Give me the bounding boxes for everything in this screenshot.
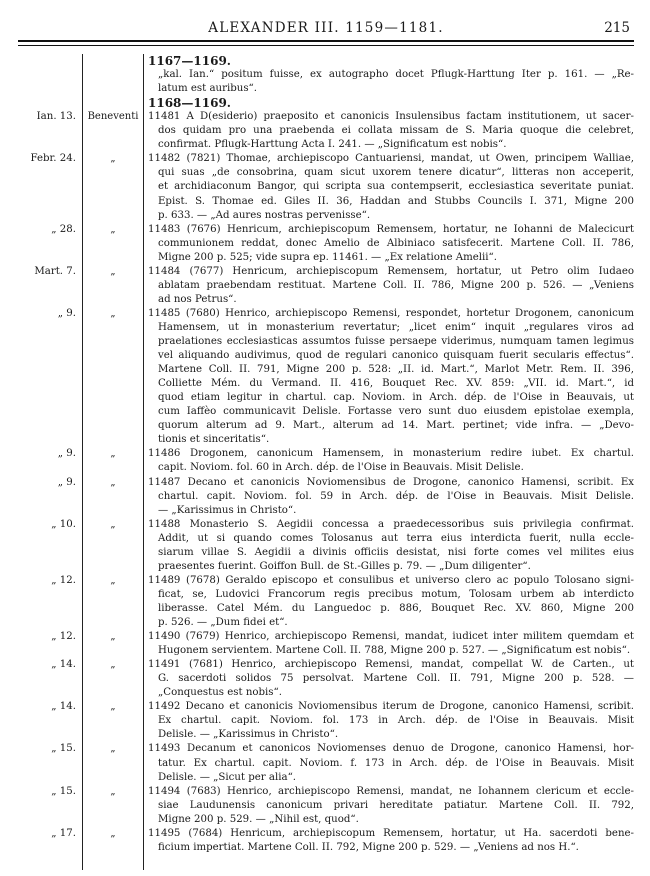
margin-date: „ 15. bbox=[51, 743, 76, 755]
regest-line: 11485 (7680) Henrico, archiepiscopo Remensi, respondet, hortetur Drogonem, canonicum bbox=[148, 307, 634, 319]
margin-date: Ian. 13. bbox=[36, 111, 76, 123]
year-heading: 1168—1169. bbox=[148, 96, 231, 111]
regest-line: 11495 (7684) Henricum, archiepiscopum Remensem, hortatur, ut Ha. sacerdoti bene- bbox=[148, 827, 634, 839]
regest-line: tionis et sinceritatis“. bbox=[158, 434, 270, 446]
regest-line: Epist. S. Thomae ed. Giles II. 36, Haddan and Stubbs Councils I. 371, Migne 200 bbox=[158, 195, 634, 207]
regest-line: capit. Noviom. fol. 60 in Arch. dép. de l'Oise in Beauvais. Misit Delisle. bbox=[158, 462, 524, 474]
regest-line: ablatam praebendam restituat. Martene Coll. II. 786, Migne 200 p. 526. — „Veniens bbox=[158, 279, 634, 291]
margin-place: „ bbox=[110, 265, 116, 277]
header-rule-thin bbox=[18, 45, 634, 46]
column-rule-left bbox=[82, 54, 83, 870]
regest-line: 11494 (7683) Henrico, archiepiscopo Remensi, mandat, ne Iohannem clericum et eccle- bbox=[148, 785, 634, 797]
regest-line: Addit, ut si quando comes Tolosanus aut terra eius interdicta fuerit, nulla eccle- bbox=[158, 532, 634, 544]
margin-date: „ 9. bbox=[57, 448, 76, 460]
margin-place: „ bbox=[110, 476, 116, 488]
regest-line: 11493 Decanum et canonicos Noviomenses denuo de Drogone, canonico Hamensi, hor- bbox=[148, 743, 634, 755]
regest-line: liberasse. Catel Mém. du Languedoc p. 886, Bouquet Rec. XV. 860, Migne 200 bbox=[158, 602, 634, 614]
regest-line: ad nos Petrus“. bbox=[158, 293, 237, 305]
margin-place: „ bbox=[110, 448, 116, 460]
regest-line: Colliette Mém. du Vermand. II. 416, Bouquet Rec. XV. 859: „VII. id. Mart.“, id bbox=[158, 378, 634, 390]
margin-place: „ bbox=[110, 307, 116, 319]
column-rule-right bbox=[143, 54, 144, 870]
page-number: 215 bbox=[604, 20, 630, 36]
regest-line: latum est auribus“. bbox=[158, 83, 257, 95]
regest-line: confirmat. Pflugk-Harttung Acta I. 241. — „Significatum est nobis“. bbox=[158, 139, 507, 151]
running-title: ALEXANDER III. 1159—1181. bbox=[208, 20, 444, 36]
regest-line: p. 633. — „Ad aures nostras pervenisse“. bbox=[158, 209, 371, 221]
margin-date: Febr. 24. bbox=[30, 153, 76, 165]
regest-line: dos quidam pro una praebenda ei collata missam de S. Maria quoque die celebret, bbox=[158, 125, 634, 137]
regest-line: Hugonem servientem. Martene Coll. II. 788, Migne 200 p. 527. — „Significatum est nobis“. bbox=[158, 645, 631, 657]
margin-date: „ 10. bbox=[51, 518, 76, 530]
regest-line: Martene Coll. II. 791, Migne 200 p. 528: „II. id. Mart.“, Marlot Metr. Rem. II. 396, bbox=[158, 364, 634, 376]
regest-line: praelationes ecclesiasticas assumtos fuisse persaepe viderimus, numquam tamen legimus bbox=[158, 336, 634, 347]
regest-line: 11489 (7678) Geraldo episcopo et consulibus et universo clero ac populo Tolosano signi- bbox=[148, 574, 634, 586]
year-heading: 1167—1169. bbox=[148, 54, 231, 68]
regest-line: 11481 A D(esiderio) praeposito et canonicis Insulensibus factam institutionem, ut sacer- bbox=[148, 111, 634, 123]
regest-line: Migne 200 p. 525; vide supra ep. 11461. — „Ex relatione Amelii“. bbox=[158, 251, 497, 263]
margin-date: „ 12. bbox=[51, 631, 76, 643]
regest-line: 11488 Monasterio S. Aegidii concessa a praedecessoribus suis privilegia confirmat. bbox=[148, 518, 634, 530]
regest-line: chartul. capit. Noviom. fol. 59 in Arch. dép. de l'Oise in Beauvais. Misit Delisle. bbox=[158, 490, 634, 502]
margin-place: „ bbox=[110, 631, 116, 643]
margin-place: Beneventi bbox=[87, 111, 139, 123]
regest-line: „kal. Ian.“ positum fuisse, ex autographo docet Pflugk-Harttung Iter p. 161. — „Re- bbox=[158, 69, 634, 81]
regest-line: ficat, se, Ludovici Francorum regis precibus motum, Tolosam urbem ab interdicto bbox=[158, 588, 634, 600]
regest-line: cum Iaffèo communicavit Delisle. Fortasse vero sunt duo eiusdem epistolae exempla, bbox=[158, 406, 634, 418]
running-header bbox=[18, 18, 634, 42]
margin-date: „ 12. bbox=[51, 574, 76, 586]
margin-date: „ 9. bbox=[57, 476, 76, 488]
margin-date: Mart. 7. bbox=[34, 265, 76, 277]
margin-place: „ bbox=[110, 518, 116, 530]
regest-line: vel aliquando audivimus, quod de regulari canonico quisquam fuerit secularis effectus“. bbox=[158, 350, 634, 362]
margin-place: „ bbox=[110, 659, 116, 671]
regest-line: tatur. Ex chartul. capit. Noviom. f. 173 in Arch. dép. de l'Oise in Beauvais. Misit bbox=[158, 757, 634, 769]
margin-place: „ bbox=[110, 223, 116, 235]
regest-line: siarum villae S. Aegidii a divinis officiis desistat, nisi forte comes vel milites eius bbox=[158, 546, 634, 558]
margin-place: „ bbox=[110, 701, 116, 713]
regest-line: 11482 (7821) Thomae, archiepiscopo Cantuariensi, mandat, ut Owen, principem Walliae, bbox=[148, 153, 634, 165]
margin-place: „ bbox=[110, 743, 116, 755]
regest-line: 11487 Decano et canonicis Noviomensibus de Drogone, canonico Hamensi, scribit. Ex bbox=[148, 476, 634, 488]
regest-line: et archidiaconum Bangor, qui scripta sua contempserit, ecclesiastica severitate puniat. bbox=[158, 181, 634, 193]
margin-place: „ bbox=[110, 574, 116, 586]
margin-place: „ bbox=[110, 785, 116, 797]
regest-line: „Conquestus est nobis“. bbox=[158, 687, 282, 699]
register-body bbox=[18, 54, 634, 870]
regest-line: 11484 (7677) Henricum, archiepiscopum Remensem, hortatur, ut Petro olim Iudaeo bbox=[148, 265, 634, 277]
regest-line: Delisle. — „Sicut per alia“. bbox=[158, 771, 297, 783]
regest-line: communionem reddat, donec Amelio de Albiniaco satisfecerit. Martene Coll. II. 786, bbox=[158, 237, 634, 249]
regest-line: 11486 Drogonem, canonicum Hamensem, in monasterium redire iubet. Ex chartul. bbox=[148, 448, 634, 460]
regest-line: ficium impertiat. Martene Coll. II. 792, Migne 200 p. 529. — „Veniens ad nos H.“. bbox=[158, 841, 579, 853]
regest-line: qui suas „de consobrina, quam sicut uxorem tenere dicatur“, litteras non acceperit, bbox=[158, 167, 634, 179]
regest-line: 11492 Decano et canonicis Noviomensibus iterum de Drogone, canonico Hamensi, scribit. bbox=[148, 701, 634, 713]
regest-line: quod etiam legitur in chartul. cap. Noviom. in Arch. dép. de l'Oise in Beauvais, ut bbox=[158, 392, 634, 404]
regest-line: siae Laudunensis canonicum privari hereditate patiatur. Martene Coll. II. 792, bbox=[158, 799, 634, 811]
regest-line: Migne 200 p. 529. — „Nihil est, quod“. bbox=[158, 813, 359, 825]
regest-line: — „Karissimus in Christo“. bbox=[158, 504, 297, 516]
margin-date: „ 14. bbox=[51, 659, 76, 671]
regest-line: Ex chartul. capit. Noviom. fol. 173 in Arch. dép. de l'Oise in Beauvais. Misit bbox=[158, 715, 634, 727]
regest-line: quorum alterum ad 9. Mart., alterum ad 14. Mart. pertinet; vide infra. — „Devo- bbox=[158, 420, 634, 432]
margin-date: „ 28. bbox=[51, 223, 76, 235]
regest-line: Hamensem, ut in monasterium revertatur; „licet enim“ inquit „regulares viros ad bbox=[158, 321, 634, 333]
regest-line: Delisle. — „Karissimus in Christo“. bbox=[158, 729, 339, 741]
regest-line: G. sacerdoti solidos 75 persolvat. Martene Coll. II. 791, Migne 200 p. 528. — bbox=[158, 673, 634, 685]
regest-line: p. 526. — „Dum fidei et“. bbox=[158, 617, 288, 628]
regest-line: 11491 (7681) Henrico, archiepiscopo Remensi, mandat, compellat W. de Carten., ut bbox=[148, 659, 634, 671]
margin-place: „ bbox=[110, 153, 116, 165]
margin-place: „ bbox=[110, 827, 116, 839]
margin-date: „ 17. bbox=[51, 827, 76, 839]
margin-date: „ 9. bbox=[57, 307, 76, 319]
header-rule-thick bbox=[18, 40, 634, 42]
regest-line: 11490 (7679) Henrico, archiepiscopo Remensi, mandat, iudicet inter militem quemdam et bbox=[148, 631, 634, 643]
margin-date: „ 14. bbox=[51, 701, 76, 713]
margin-date: „ 15. bbox=[51, 785, 76, 797]
regest-line: 11483 (7676) Henricum, archiepiscopum Remensem, hortatur, ne Iohanni de Malecicurt bbox=[148, 223, 634, 235]
regest-line: praesentes fuerint. Goiffon Bull. de St.-Gilles p. 79. — „Dum diligenter“. bbox=[158, 560, 531, 572]
